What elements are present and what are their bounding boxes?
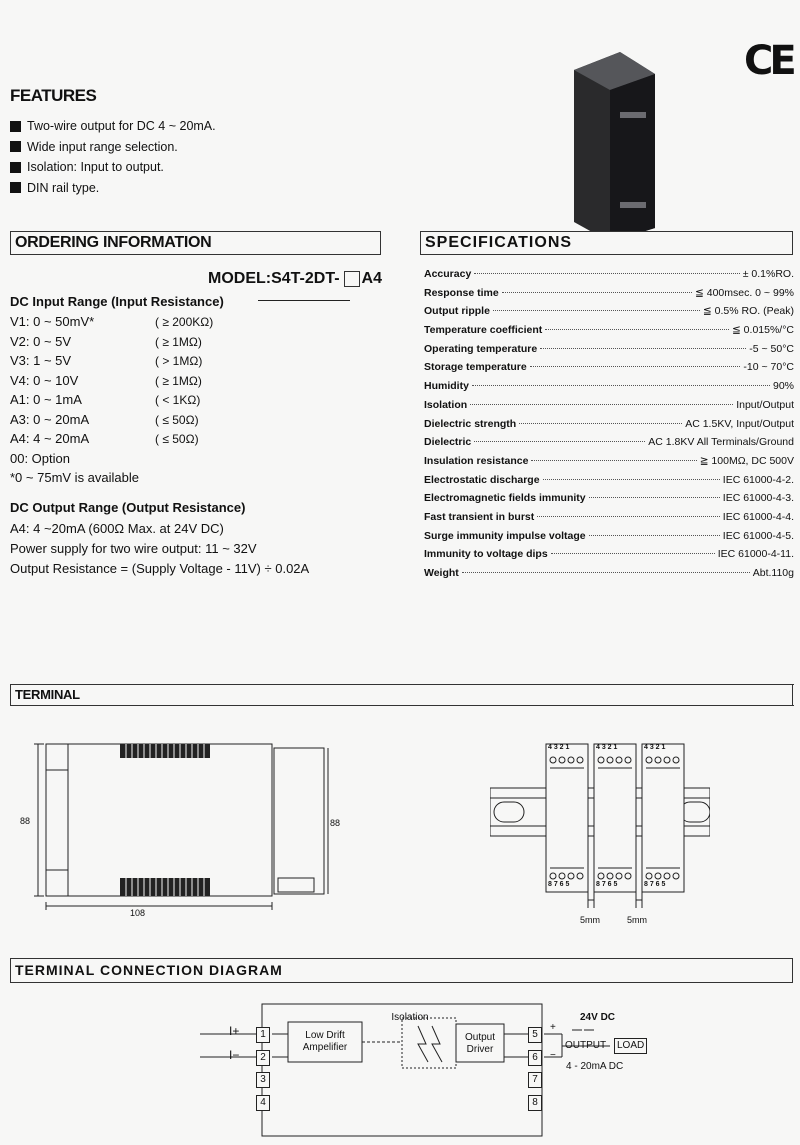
feature-item: Isolation: Input to output.	[10, 157, 216, 178]
feature-item: DIN rail type.	[10, 178, 216, 199]
spec-key: Isolation	[424, 398, 468, 411]
terminal-pin: 7	[528, 1072, 542, 1088]
input-range-row: V4: 0 ~ 10V ( ≥ 1MΩ)	[10, 372, 202, 388]
spec-value: IEC 61000-4-4.	[722, 510, 794, 523]
option-line: 00: Option	[10, 450, 70, 466]
input-range-row: A1: 0 ~ 1mA ( < 1KΩ)	[10, 392, 201, 407]
gap-label-left: 5mm	[580, 915, 600, 925]
din-rail-drawing	[490, 740, 710, 920]
option-square	[344, 271, 360, 287]
note-line: *0 ~ 75mV is available	[10, 470, 139, 485]
spec-key: Surge immunity impulse voltage	[424, 529, 586, 542]
terminal-numbers-top: 4 3 2 1	[548, 744, 570, 751]
input-range-row: A4: 4 ~ 20mA ( ≤ 50Ω)	[10, 431, 199, 446]
dot-leader	[589, 497, 720, 498]
spec-key: Humidity	[424, 380, 469, 393]
bullet-icon	[10, 162, 21, 173]
spec-key: Storage temperature	[424, 361, 527, 374]
product-image	[560, 52, 655, 242]
spec-key: Weight	[424, 567, 459, 579]
spec-row	[424, 343, 794, 362]
spec-row	[424, 418, 794, 437]
dot-leader	[530, 366, 741, 367]
spec-row	[424, 567, 794, 586]
spec-row	[424, 399, 794, 418]
minus-sign: −	[550, 1050, 556, 1061]
spec-value: ≦ 0.015%/°C	[731, 324, 794, 337]
resistance-line: Output Resistance = (Supply Voltage - 11V) ÷ 0.02A	[10, 561, 310, 576]
dot-leader	[543, 479, 720, 480]
dot-leader	[472, 385, 770, 386]
dot-leader	[493, 310, 700, 311]
spec-value: ≦ 0.5% RO. (Peak)	[702, 305, 794, 318]
model-code: MODEL:S4T-2DT- A4	[207, 270, 382, 287]
spec-row	[424, 530, 794, 549]
input-range-title: DC Input Range (Input Resistance)	[10, 294, 224, 309]
spec-row	[424, 324, 794, 343]
load-label: LOAD	[614, 1038, 647, 1054]
diagram-title: TERMINAL CONNECTION DIAGRAM	[10, 958, 793, 983]
spec-key: Immunity to voltage dips	[424, 548, 548, 561]
spec-value: ± 0.1%RO.	[742, 268, 794, 280]
terminal-pin: 5	[528, 1027, 542, 1043]
dimensions-title: TERMINAL	[10, 684, 794, 706]
spec-value: -10 ~ 70°C	[743, 361, 794, 374]
dot-leader	[531, 460, 696, 461]
spec-row	[424, 361, 794, 380]
dot-leader	[519, 423, 682, 424]
spec-row	[424, 380, 794, 399]
spec-key: Accuracy	[424, 268, 472, 280]
isolation-label: Isolation	[391, 1012, 429, 1023]
spec-row	[424, 436, 794, 455]
bullet-icon	[10, 121, 21, 132]
feature-item: Wide input range selection.	[10, 137, 216, 158]
spec-row	[424, 455, 794, 474]
height-label-left: 88	[20, 816, 31, 826]
output-range-title: DC Output Range (Output Resistance)	[10, 500, 246, 515]
terminal-numbers-top: 4 3 2 1	[644, 744, 666, 751]
spec-row	[424, 287, 794, 306]
spec-key: Dielectric strength	[424, 417, 517, 430]
spec-row	[424, 305, 794, 324]
height-label-right: 88	[330, 818, 341, 828]
spec-value: ≧ 100MΩ, DC 500V	[699, 454, 794, 467]
spec-key: Electromagnetic fields immunity	[424, 492, 586, 505]
supply-label: 24V DC	[580, 1012, 616, 1023]
spec-value: Input/Output	[736, 398, 794, 411]
input-range-row: V3: 1 ~ 5V ( > 1MΩ)	[10, 353, 203, 368]
terminal-pin: 2	[256, 1050, 270, 1066]
dot-leader	[502, 292, 692, 293]
input-range-row: V1: 0 ~ 50mV* ( ≥ 200KΩ)	[10, 314, 214, 329]
dimension-drawing	[10, 730, 330, 920]
spec-key: Fast transient in burst	[424, 510, 535, 523]
output-label: OUTPUT	[565, 1040, 607, 1051]
spec-value: 90%	[772, 380, 794, 393]
features-title: FEATURES	[10, 86, 97, 105]
terminal-numbers-top: 4 3 2 1	[596, 744, 618, 751]
input-range-row: A3: 0 ~ 20mA ( ≤ 50Ω)	[10, 411, 199, 427]
terminal-pin: 6	[528, 1050, 542, 1066]
dot-leader	[470, 404, 733, 405]
divider	[258, 300, 350, 301]
input-range-list	[10, 314, 213, 490]
plus-sign: +	[550, 1022, 556, 1033]
divider	[792, 684, 793, 706]
gap-label-right: 5mm	[627, 915, 647, 925]
dot-leader	[474, 441, 645, 442]
bullet-icon	[10, 182, 21, 193]
dot-leader	[474, 273, 739, 274]
spec-row	[424, 474, 794, 493]
dot-leader	[540, 348, 746, 349]
spec-value: IEC 61000-4-5.	[722, 529, 794, 542]
spec-row	[424, 492, 794, 511]
spec-key: Dielectric	[424, 436, 472, 449]
dot-leader	[551, 553, 715, 554]
terminal-pin: 3	[256, 1072, 270, 1088]
dot-leader	[462, 572, 750, 573]
spec-value: IEC 61000-4-11.	[717, 548, 794, 561]
specifications-title: SPECIFICATIONS	[420, 231, 793, 255]
spec-row	[424, 548, 794, 567]
dot-leader	[537, 516, 720, 517]
spec-value: ≦ 400msec. 0 ~ 99%	[695, 286, 794, 299]
features-list	[10, 116, 216, 198]
input-minus-label: I−	[229, 1048, 240, 1062]
spec-value: IEC 61000-4-2.	[722, 473, 794, 486]
input-range-row: V2: 0 ~ 5V ( ≥ 1MΩ)	[10, 333, 202, 349]
spec-value: -5 ~ 50°C	[749, 342, 794, 355]
ordering-title: ORDERING INFORMATION	[10, 231, 381, 255]
spec-value: AC 1.8KV All Terminals/Ground	[648, 436, 794, 449]
spec-key: Response time	[424, 286, 499, 299]
spec-row	[424, 268, 794, 287]
terminal-pin: 4	[256, 1095, 270, 1111]
ce-mark: CE	[744, 38, 793, 84]
spec-row	[424, 511, 794, 530]
output-line: A4: 4 ~20mA (600Ω Max. at 24V DC)	[10, 521, 224, 536]
spec-key: Electrostatic discharge	[424, 473, 540, 486]
spec-value: AC 1.5KV, Input/Output	[685, 417, 794, 430]
spec-key: Operating temperature	[424, 342, 538, 355]
specifications-table	[424, 268, 794, 586]
feature-item: Two-wire output for DC 4 ~ 20mA.	[10, 116, 216, 137]
dot-leader	[545, 329, 729, 330]
input-plus-label: I+	[229, 1024, 240, 1038]
terminal-numbers-bottom: 8 7 6 5	[644, 881, 666, 888]
spec-value: Abt.110g	[752, 567, 794, 579]
dot-leader	[589, 535, 720, 536]
amplifier-block: Low Drift Ampelifier	[302, 1030, 348, 1053]
output-driver-block: Output Driver	[464, 1032, 496, 1055]
spec-key: Temperature coefficient	[424, 324, 543, 337]
spec-value: IEC 61000-4-3.	[722, 492, 794, 505]
width-label: 108	[130, 908, 146, 918]
terminal-pin: 1	[256, 1027, 270, 1043]
terminal-numbers-bottom: 8 7 6 5	[548, 881, 570, 888]
spec-key: Insulation resistance	[424, 454, 529, 467]
terminal-pin: 8	[528, 1095, 542, 1111]
terminal-numbers-bottom: 8 7 6 5	[596, 881, 618, 888]
spec-key: Output ripple	[424, 305, 490, 318]
power-line: Power supply for two wire output: 11 ~ 32V	[10, 541, 257, 556]
range-label: 4 - 20mA DC	[566, 1061, 624, 1072]
bullet-icon	[10, 141, 21, 152]
